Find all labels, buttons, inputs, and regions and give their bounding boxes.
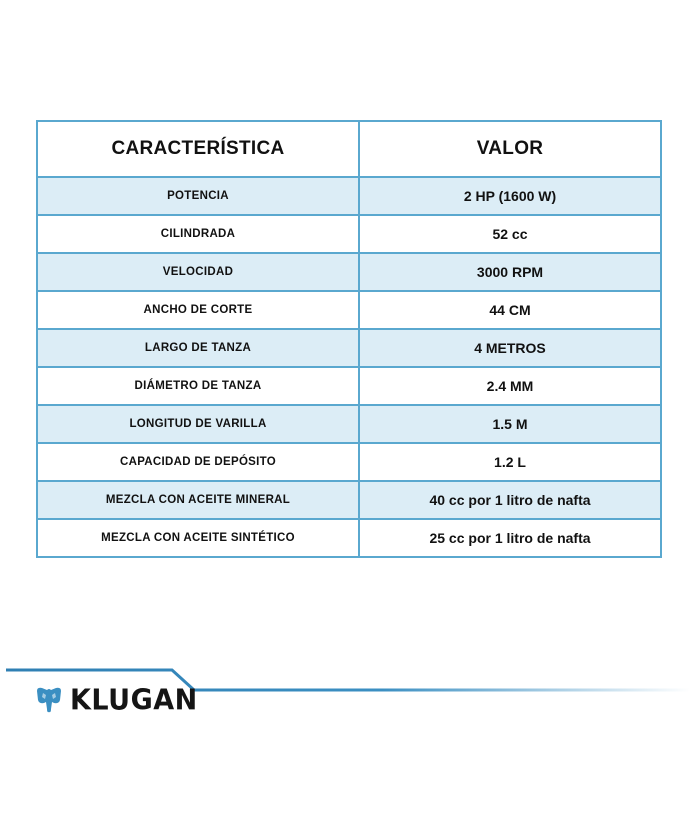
table-row [37,329,661,367]
row-value: 52 cc [359,215,661,253]
table-row [37,253,661,291]
table-row [37,443,661,481]
row-name: ANCHO DE CORTE [37,291,359,329]
row-name: DIÁMETRO DE TANZA [37,367,359,405]
row-value: 2.4 MM [359,367,661,405]
row-name: LARGO DE TANZA [37,329,359,367]
table-row [37,215,661,253]
brand-logo [34,682,198,718]
row-value: 25 cc por 1 litro de nafta [359,519,661,557]
row-name: MEZCLA CON ACEITE MINERAL [37,481,359,519]
row-name: CAPACIDAD DE DEPÓSITO [37,443,359,481]
row-value: 44 CM [359,291,661,329]
row-name: CILINDRADA [37,215,359,253]
table-row [37,481,661,519]
header-characteristic: CARACTERÍSTICA [37,121,359,177]
row-value: 3000 RPM [359,253,661,291]
row-value: 2 HP (1600 W) [359,177,661,215]
row-value: 40 cc por 1 litro de nafta [359,481,661,519]
row-name: POTENCIA [37,177,359,215]
row-value: 4 METROS [359,329,661,367]
brand-name: KLUGAN [70,683,198,717]
spec-table [36,120,662,558]
table-row [37,177,661,215]
table-row [37,291,661,329]
row-value: 1.5 M [359,405,661,443]
elephant-icon [34,685,64,715]
row-name: LONGITUD DE VARILLA [37,405,359,443]
table-header-row [37,121,661,177]
table-row [37,405,661,443]
row-name: VELOCIDAD [37,253,359,291]
row-name: MEZCLA CON ACEITE SINTÉTICO [37,519,359,557]
table-row [37,519,661,557]
header-value: VALOR [359,121,661,177]
row-value: 1.2 L [359,443,661,481]
table-row [37,367,661,405]
